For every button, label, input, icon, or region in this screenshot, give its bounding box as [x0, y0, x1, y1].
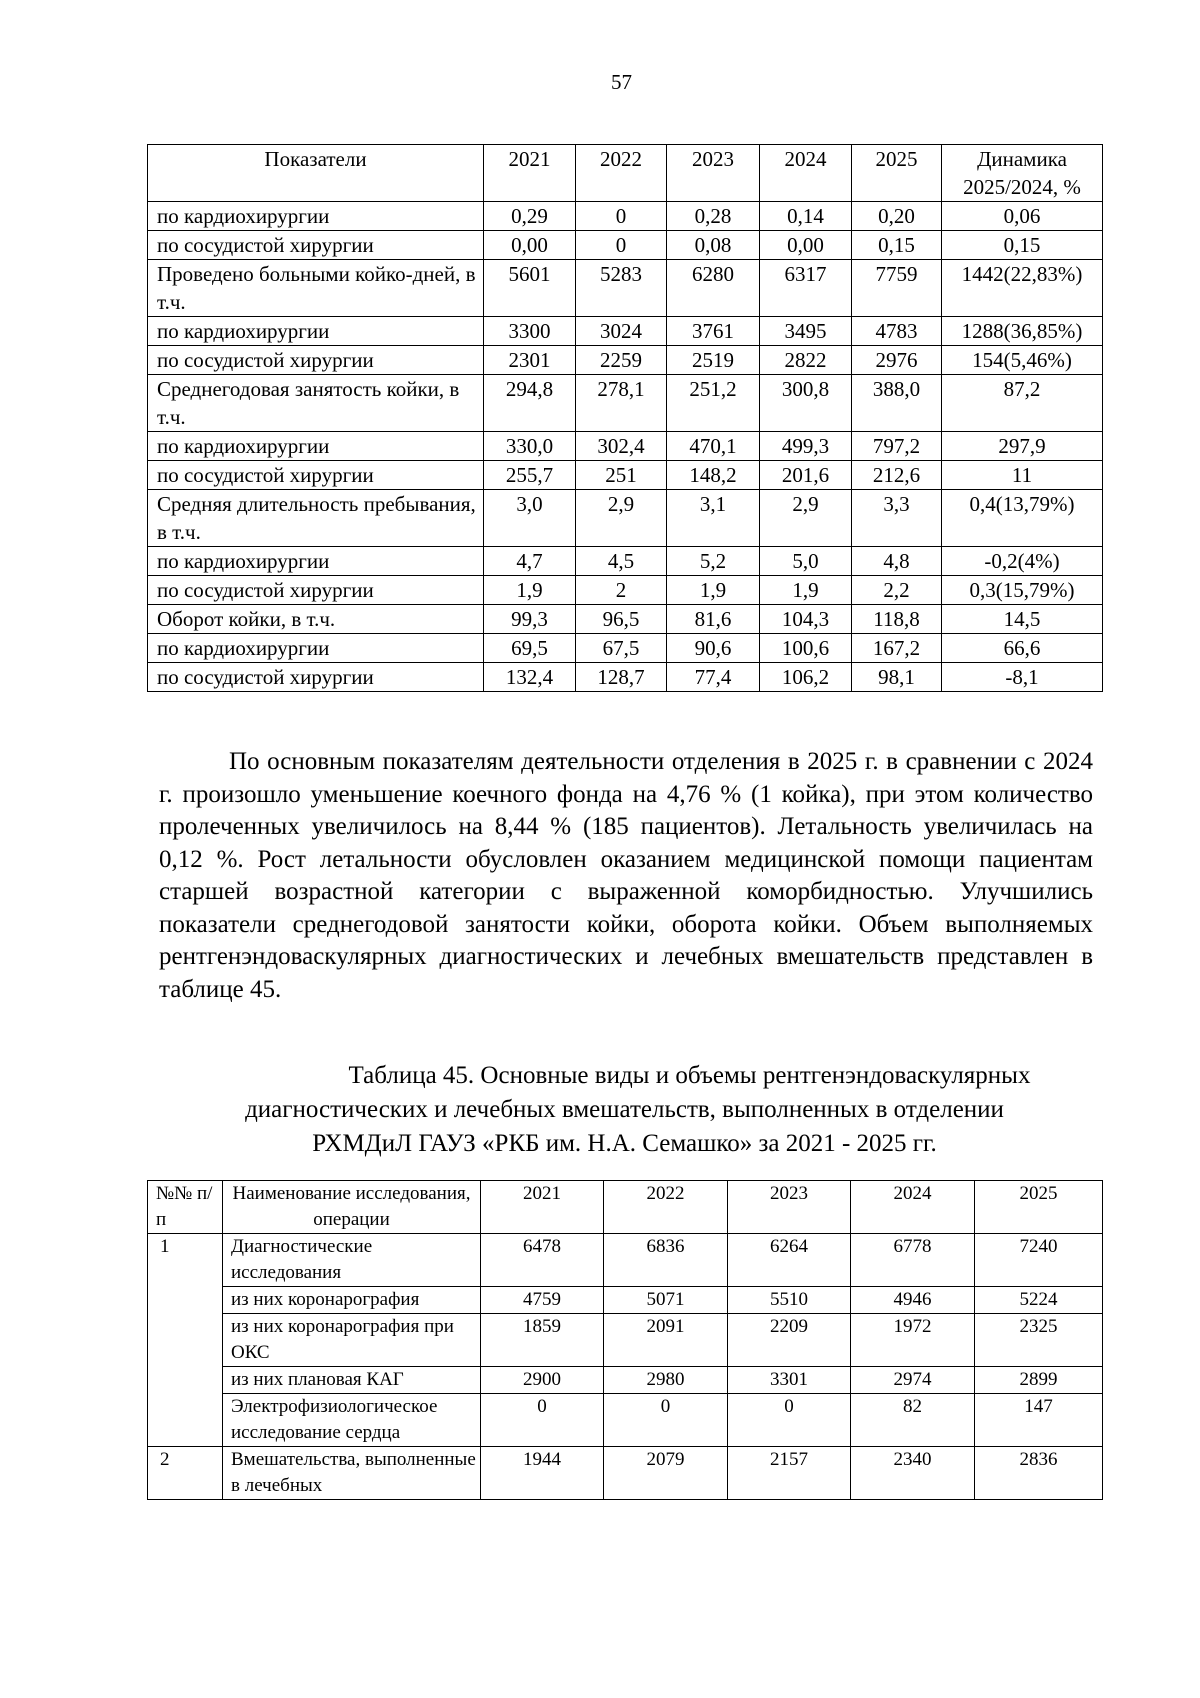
value-cell: 3,1 [667, 490, 760, 547]
value-cell: 2519 [667, 346, 760, 375]
body-paragraph: По основным показателям деятельности отделения в 2025 г. в сравнении с 2024 г. произошло уменьшение коечного фонда на 4,76 % (1 койка), при этом количество пролеченных увеличилось на 8,44 % (185 пациентов). Летальность увеличилась на 0,12 %. Рост летальности обусловлен оказанием медицинской помощи пациентам старшей возрастной категории с выраженной коморбидностью. Улучшились показатели среднегодовой занятости койки, оборота койки. Объем выполняемых рентгенэндоваскулярных диагностических и лечебных вмешательств представлен в таблице 45. [159, 748, 1093, 1003]
row-label-cell: по кардиохирургии [148, 317, 484, 346]
value-cell: 2259 [576, 346, 667, 375]
value-cell: 5601 [484, 260, 576, 317]
value-cell: 0,00 [484, 231, 576, 260]
header-cell: 2025 [852, 145, 942, 202]
row-label-cell: из них коронарография [223, 1287, 481, 1314]
value-cell: 87,2 [942, 375, 1103, 432]
value-cell: 154(5,46%) [942, 346, 1103, 375]
value-cell: 2836 [975, 1447, 1103, 1500]
value-cell: 300,8 [760, 375, 852, 432]
table-header-row [148, 1181, 1103, 1234]
value-cell: 2209 [728, 1314, 851, 1367]
row-label-cell: по кардиохирургии [148, 432, 484, 461]
value-cell: 3,3 [852, 490, 942, 547]
value-cell: 278,1 [576, 375, 667, 432]
value-cell: 4946 [851, 1287, 975, 1314]
value-cell: 167,2 [852, 634, 942, 663]
value-cell: 330,0 [484, 432, 576, 461]
header-cell: Наименование исследования, операции [223, 1181, 481, 1234]
value-cell: 6280 [667, 260, 760, 317]
caption-line: Таблица 45. Основные виды и объемы рентгенэндоваскулярных [348, 1062, 1031, 1089]
value-cell: 3761 [667, 317, 760, 346]
value-cell: 1,9 [760, 576, 852, 605]
value-cell: 96,5 [576, 605, 667, 634]
value-cell: 2900 [481, 1367, 604, 1394]
value-cell: 302,4 [576, 432, 667, 461]
value-cell: 106,2 [760, 663, 852, 692]
value-cell: 251,2 [667, 375, 760, 432]
value-cell: 14,5 [942, 605, 1103, 634]
value-cell: 99,3 [484, 605, 576, 634]
header-cell: Показатели [148, 145, 484, 202]
value-cell: 6264 [728, 1234, 851, 1287]
table-row [148, 461, 1103, 490]
row-label-cell: из них коронарография при ОКС [223, 1314, 481, 1367]
value-cell: 2,9 [576, 490, 667, 547]
row-number-cell: 2 [148, 1447, 223, 1500]
row-label-cell: по сосудистой хирургии [148, 461, 484, 490]
value-cell: 4783 [852, 317, 942, 346]
value-cell: 82 [851, 1394, 975, 1447]
caption-line: диагностических и лечебных вмешательств, выполненных в отделении [245, 1096, 1004, 1123]
table-row [148, 375, 1103, 432]
value-cell: 5071 [604, 1287, 728, 1314]
value-cell: 2980 [604, 1367, 728, 1394]
value-cell: 147 [975, 1394, 1103, 1447]
row-label-cell: по кардиохирургии [148, 202, 484, 231]
table-row [148, 202, 1103, 231]
value-cell: 118,8 [852, 605, 942, 634]
value-cell: 6317 [760, 260, 852, 317]
value-cell: 1,9 [667, 576, 760, 605]
header-cell: 2021 [484, 145, 576, 202]
value-cell: 255,7 [484, 461, 576, 490]
value-cell: 0 [728, 1394, 851, 1447]
table-header-row [148, 145, 1103, 202]
value-cell: 0,20 [852, 202, 942, 231]
value-cell: 499,3 [760, 432, 852, 461]
table-row [148, 1447, 1103, 1500]
value-cell: 100,6 [760, 634, 852, 663]
header-cell: 2021 [481, 1181, 604, 1234]
value-cell: 470,1 [667, 432, 760, 461]
value-cell: 2,9 [760, 490, 852, 547]
value-cell: 2091 [604, 1314, 728, 1367]
value-cell: 104,3 [760, 605, 852, 634]
table-row [148, 1234, 1103, 1287]
value-cell: 6478 [481, 1234, 604, 1287]
value-cell: 6778 [851, 1234, 975, 1287]
table-row [148, 663, 1103, 692]
value-cell: 2325 [975, 1314, 1103, 1367]
value-cell: 3300 [484, 317, 576, 346]
value-cell: 1859 [481, 1314, 604, 1367]
value-cell: 1,9 [484, 576, 576, 605]
value-cell: 0,29 [484, 202, 576, 231]
value-cell: 5510 [728, 1287, 851, 1314]
row-label-cell: Электрофизиологическое исследование сердца [223, 1394, 481, 1447]
value-cell: 81,6 [667, 605, 760, 634]
value-cell: 0 [604, 1394, 728, 1447]
value-cell: 4,8 [852, 547, 942, 576]
value-cell: -8,1 [942, 663, 1103, 692]
table-row [148, 432, 1103, 461]
value-cell: 212,6 [852, 461, 942, 490]
table-row [148, 605, 1103, 634]
table-caption [147, 1059, 1102, 1161]
table-row [148, 490, 1103, 547]
header-cell: Динамика 2025/2024, % [942, 145, 1103, 202]
header-cell: 2025 [975, 1181, 1103, 1234]
value-cell: 0,00 [760, 231, 852, 260]
value-cell: 5224 [975, 1287, 1103, 1314]
value-cell: 797,2 [852, 432, 942, 461]
header-cell: 2022 [604, 1181, 728, 1234]
row-label-cell: Среднегодовая занятость койки, в т.ч. [148, 375, 484, 432]
value-cell: 0,06 [942, 202, 1103, 231]
value-cell: 1972 [851, 1314, 975, 1367]
value-cell: 2899 [975, 1367, 1103, 1394]
value-cell: 0,14 [760, 202, 852, 231]
value-cell: 1944 [481, 1447, 604, 1500]
value-cell: 0 [481, 1394, 604, 1447]
value-cell: 1442(22,83%) [942, 260, 1103, 317]
table-row [148, 1314, 1103, 1367]
value-cell: 3495 [760, 317, 852, 346]
value-cell: 251 [576, 461, 667, 490]
header-cell: 2022 [576, 145, 667, 202]
value-cell: 7759 [852, 260, 942, 317]
value-cell: 294,8 [484, 375, 576, 432]
row-number-cell: 1 [148, 1234, 223, 1447]
value-cell: 66,6 [942, 634, 1103, 663]
value-cell: 2340 [851, 1447, 975, 1500]
value-cell: 201,6 [760, 461, 852, 490]
value-cell: 148,2 [667, 461, 760, 490]
row-label-cell: по сосудистой хирургии [148, 576, 484, 605]
value-cell: 2079 [604, 1447, 728, 1500]
row-label-cell: Оборот койки, в т.ч. [148, 605, 484, 634]
row-label-cell: Средняя длительность пребывания, в т.ч. [148, 490, 484, 547]
row-label-cell: Диагностические исследования [223, 1234, 481, 1287]
value-cell: 2157 [728, 1447, 851, 1500]
value-cell: 0,28 [667, 202, 760, 231]
value-cell: 2976 [852, 346, 942, 375]
value-cell: 98,1 [852, 663, 942, 692]
row-label-cell: по кардиохирургии [148, 634, 484, 663]
value-cell: 4759 [481, 1287, 604, 1314]
table-row [148, 317, 1103, 346]
value-cell: 69,5 [484, 634, 576, 663]
header-cell: 2024 [760, 145, 852, 202]
header-cell: 2024 [851, 1181, 975, 1234]
interventions-table [147, 1180, 1103, 1500]
table-row [148, 260, 1103, 317]
row-label-cell: по сосудистой хирургии [148, 663, 484, 692]
value-cell: 5283 [576, 260, 667, 317]
value-cell: 1288(36,85%) [942, 317, 1103, 346]
value-cell: 3301 [728, 1367, 851, 1394]
table-row [148, 231, 1103, 260]
value-cell: 2974 [851, 1367, 975, 1394]
value-cell: 297,9 [942, 432, 1103, 461]
value-cell: 67,5 [576, 634, 667, 663]
table-row [148, 346, 1103, 375]
caption-line: РХМДиЛ ГАУЗ «РКБ им. Н.А. Семашко» за 2021 - 2025 гг. [312, 1130, 937, 1157]
value-cell: 132,4 [484, 663, 576, 692]
table-row [148, 576, 1103, 605]
table-row [148, 1394, 1103, 1447]
row-label-cell: из них плановая КАГ [223, 1367, 481, 1394]
table-row [148, 1367, 1103, 1394]
value-cell: 2301 [484, 346, 576, 375]
indicators-table [147, 144, 1103, 692]
header-cell: 2023 [728, 1181, 851, 1234]
table-row [148, 547, 1103, 576]
value-cell: 0 [576, 231, 667, 260]
value-cell: 3,0 [484, 490, 576, 547]
value-cell: 388,0 [852, 375, 942, 432]
value-cell: 0 [576, 202, 667, 231]
row-label-cell: по сосудистой хирургии [148, 346, 484, 375]
value-cell: 0,4(13,79%) [942, 490, 1103, 547]
page-number: 57 [611, 70, 632, 94]
value-cell: 6836 [604, 1234, 728, 1287]
row-label-cell: Вмешательства, выполненные в лечебных [223, 1447, 481, 1500]
row-label-cell: по сосудистой хирургии [148, 231, 484, 260]
value-cell: 2822 [760, 346, 852, 375]
value-cell: 5,2 [667, 547, 760, 576]
header-cell: №№ п/п [148, 1181, 223, 1234]
value-cell: 128,7 [576, 663, 667, 692]
value-cell: 0,15 [942, 231, 1103, 260]
value-cell: 7240 [975, 1234, 1103, 1287]
table-row [148, 634, 1103, 663]
value-cell: 77,4 [667, 663, 760, 692]
value-cell: 3024 [576, 317, 667, 346]
row-label-cell: Проведено больными койко-дней, в т.ч. [148, 260, 484, 317]
value-cell: -0,2(4%) [942, 547, 1103, 576]
row-label-cell: по кардиохирургии [148, 547, 484, 576]
value-cell: 11 [942, 461, 1103, 490]
value-cell: 4,5 [576, 547, 667, 576]
value-cell: 5,0 [760, 547, 852, 576]
value-cell: 0,08 [667, 231, 760, 260]
value-cell: 2,2 [852, 576, 942, 605]
header-cell: 2023 [667, 145, 760, 202]
value-cell: 2 [576, 576, 667, 605]
value-cell: 0,3(15,79%) [942, 576, 1103, 605]
value-cell: 0,15 [852, 231, 942, 260]
value-cell: 4,7 [484, 547, 576, 576]
value-cell: 90,6 [667, 634, 760, 663]
table-row [148, 1287, 1103, 1314]
